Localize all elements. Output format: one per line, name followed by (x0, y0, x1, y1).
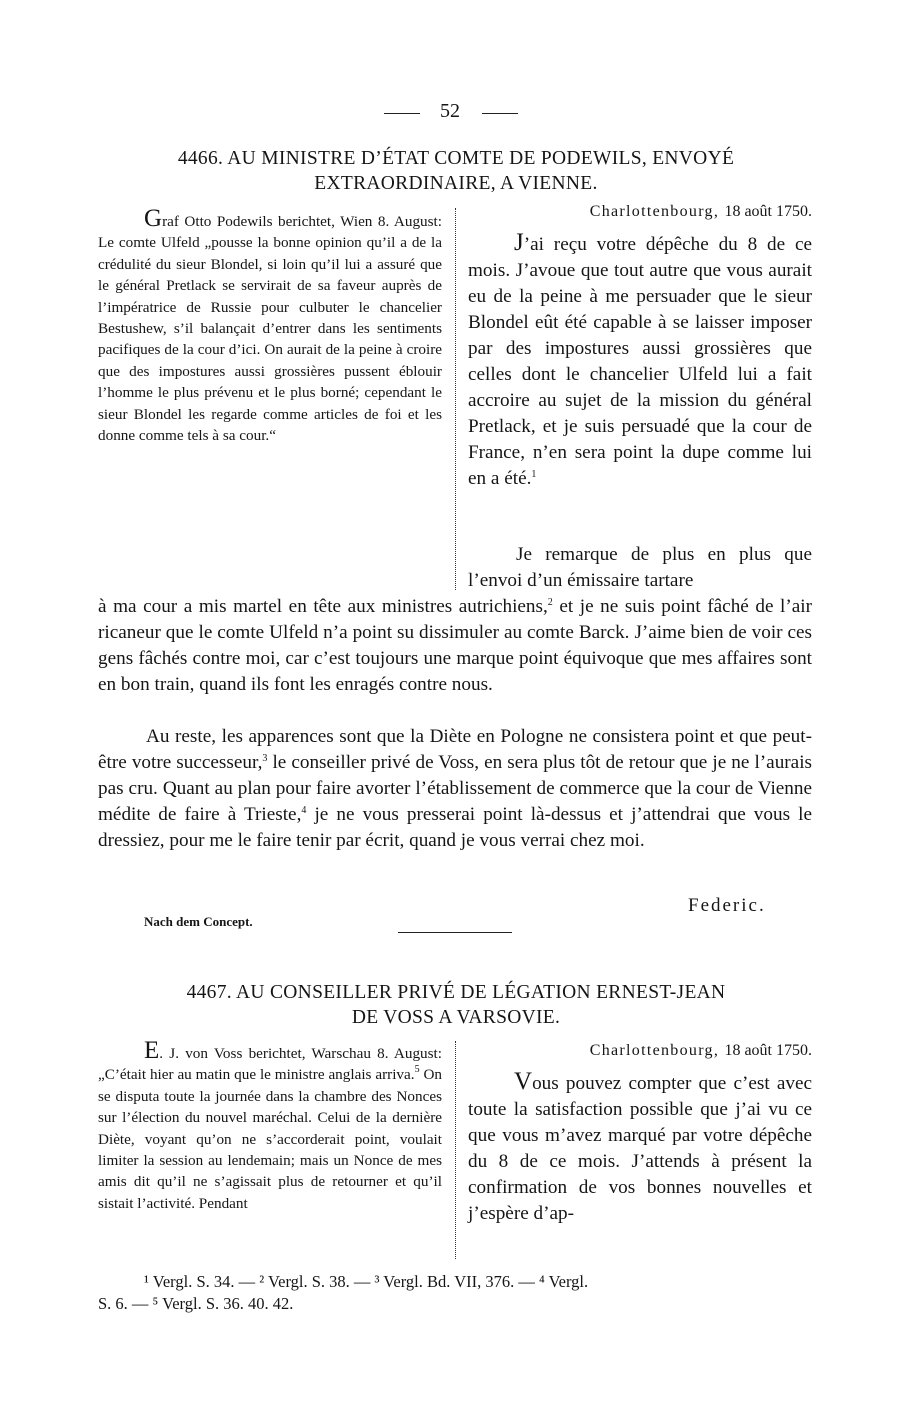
letter-4467-title-line2: DE VOSS A VARSOVIE. (351, 1007, 561, 1028)
letter-4467-title (96, 980, 816, 1030)
letter-4466-title-line2: EXTRAORDINAIRE, A VIENNE. (314, 173, 598, 194)
dateline-date: 18 août 1750. (724, 203, 812, 220)
letter-4466-paragraph-2 (98, 594, 812, 698)
letter-4467-dateline (468, 1042, 812, 1060)
opening-initial: V (514, 1068, 533, 1095)
paragraph-text: le conseiller privé de Voss, en sera plus tôt de retour que je ne l’aurais pas cru. Quant au plan pour faire avorter l’établissement de commerce que la cour de Vienne médite de faire à Trieste, (98, 752, 812, 825)
footnote-line-2: S. 6. — ⁵ Vergl. S. 36. 40. 42. (98, 1294, 294, 1313)
letter-4466-paragraph-3 (98, 724, 812, 854)
letter-4467-opening-paragraph (468, 1069, 812, 1227)
summary-initial: G (144, 205, 163, 232)
page-number: 52 (440, 100, 460, 122)
footnote-line-1: ¹ Vergl. S. 34. — ² Vergl. S. 38. — ³ Vergl. Bd. VII, 376. — ⁴ Vergl. (144, 1272, 589, 1291)
paragraph-text: à ma cour a mis martel en tête aux ministres autrichiens, (98, 596, 548, 617)
footnote-mark: 1 (531, 469, 537, 480)
letter-separator (398, 932, 512, 933)
summary-initial: E (144, 1037, 160, 1064)
footnotes (98, 1271, 812, 1315)
signature: Federic. (688, 895, 766, 916)
summary-text: On se disputa toute la journée dans la chambre des Nonces sur l’élection du nouvel maréchal. Celui de la dernière Diète, voyant qu’on ne s’accorderait point, voulait limiter la session au lendemain; mais un Nonce de mes amis dit qu’il ne s’agissait plus de retourner et qu’il sistait l’activité. Pendant (98, 1066, 443, 1212)
footnote-mark: 3 (262, 753, 268, 764)
footnote-mark: 2 (547, 597, 553, 608)
paragraph-text: Au reste, les apparences sont que la Diète en Pologne ne consistera point et que peut-être votre successeur, (98, 726, 812, 773)
summary-text: . J. von Voss berichtet, Warschau 8. August: „C’était hier au matin que le ministre anglais arriva. (98, 1045, 442, 1084)
page-number-dash-right (482, 113, 518, 114)
dateline-place: Charlottenbourg, (589, 203, 720, 220)
source-note: Nach dem Concept. (144, 914, 253, 929)
dateline-date: 18 août 1750. (724, 1042, 812, 1059)
letter-4466-paragraph-2-side: Je remarque de plus en plus que l’envoi d’un émissaire tartare (468, 544, 812, 591)
column-divider-1 (455, 208, 456, 590)
letter-4466-dateline (468, 203, 812, 221)
summary-text: raf Otto Podewils berichtet, Wien 8. August: Le comte Ulfeld „pousse la bonne opinion qu’il a de la crédulité du sieur Blondel, si loin qu’il lui a assuré que le général Pretlack se servirait de sa faveur auprès de l’impératrice de Russie pour culbuter le chancelier Bestushew, s’il balançait d’entrer dans les sentiments pacifiques de la cour d’ici. On aurait de la peine à croire que des impostures aussi grossières pussent éblouir l’homme le plus prévenu et le plus borné; cependant le sieur Blondel les regarde comme articles de foi et les donne comme tels à sa cour.“ (98, 213, 442, 445)
dateline-place: Charlottenbourg, (589, 1042, 720, 1059)
letter-4466-summary (98, 205, 442, 446)
opening-initial: J (514, 229, 524, 256)
paragraph-text: et je ne suis point fâché de l’air ricaneur que le comte Ulfeld n’a point su dissimuler au comte Barck. J’aime bien de voir ces gens fâchés contre moi, car c’est toujours une marque point équivoque que mes affaires sont en bon train, quand ils font les enragés contre nous. (98, 596, 812, 695)
letter-4467-summary (98, 1037, 443, 1214)
letter-4467-title-line1: 4467. AU CONSEILLER PRIVÉ DE LÉGATION ERNEST-JEAN (186, 982, 726, 1003)
footnote-mark: 4 (301, 805, 307, 816)
opening-text: ’ai reçu votre dépêche du 8 de ce mois. J’avoue que tout autre que vous aurait eu de la peine à me persuader que le sieur Blondel eût été capable à se laisser imposer par des impostures aussi grossières que celles dont le chancelier Ulfeld lui a fait accroire au sujet de la mission du général Pretlack, et je suis persuadé que la cour de France, n’en sera point la dupe comme lui en a été. (468, 234, 812, 489)
page-number-dash-left (384, 113, 420, 114)
opening-text: ous pouvez compter que c’est avec toute la satisfaction possible que j’ai vu ce que vous m’avez marqué par votre dépêche du 8 de ce mois. J’attends à présent la confirmation de vos bonnes nouvelles et j’espère d’ap- (468, 1073, 812, 1224)
letter-4466-title (96, 146, 816, 196)
letter-4466-opening-paragraph (468, 230, 812, 492)
column-divider-2 (455, 1041, 456, 1259)
letter-4466-title-line1: 4466. AU MINISTRE D’ÉTAT COMTE DE PODEWILS, ENVOYÉ (177, 148, 735, 169)
paragraph-text: je ne vous presserai point là-dessus et j’attendrai que vous le dressiez, pour me le faire tenir par écrit, quand je vous verrai chez moi. (98, 804, 812, 851)
footnote-mark: 5 (414, 1064, 420, 1076)
